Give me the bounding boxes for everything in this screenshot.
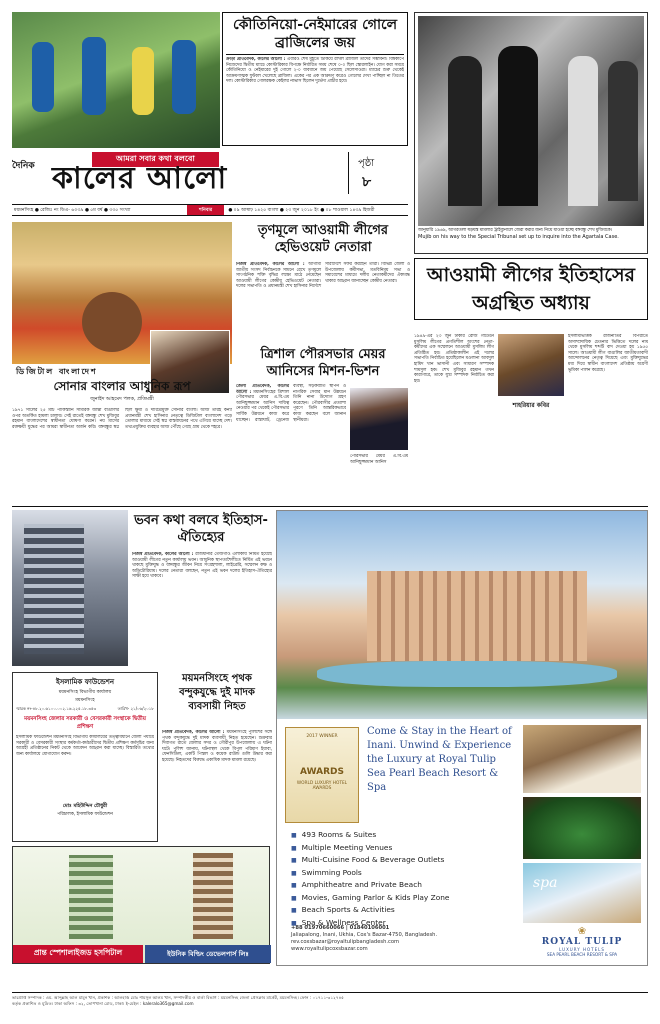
mayor-photo [350, 388, 408, 450]
resort-ad [276, 510, 648, 966]
bhaban-headline: ভবন কথা বলবে ইতিহাস-ঐতিহ্যের [134, 513, 268, 545]
trishal-byline: জেলা প্রতিবেদক, কালের আলো : [236, 384, 289, 395]
feature-item: ■ Multi-Cuisine Food & Beverage Outlets [291, 854, 521, 867]
resort-features [291, 829, 521, 929]
football-headline: কৌতিনিয়ো-নেইমারের গোলে ব্রাজিলের জয় [232, 17, 398, 51]
tulip-icon: ❀ [577, 926, 587, 937]
award-label: AWARDS [300, 767, 344, 777]
if-sub1: ময়মনসিংহ বিভাগীয় কার্যালয় [58, 690, 112, 695]
football-photo [12, 12, 220, 148]
resort-award [285, 727, 359, 823]
strip-day: শনিবার [187, 205, 224, 215]
grassroots-text: আগামী জাতীয় সংসদ নির্বাচনকে সামনে রেখে তৃণমূলে সাংগঠনিক শক্তি বৃদ্ধির লক্ষ্যে মাঠে নেমেছেন আওয়ামী লীগের কেন্দ্রীয় হেভিওয়েট নেতারা। দলের সভাপতি ও প্রধানমন্ত্রী শেখ হাসিনার নির্দেশে সারাদেশে সফর করছেন তারা। বিভিন্ন জেলা ও উপজেলায় কর্মীসভা, মতবিনিময় সভা ও সমাবেশের মাধ্যমে দলীয় নেতাকর্মীদের ঐক্যবদ্ধ থাকার আহ্বান জানাচ্ছেন কেন্দ্রীয় নেতারা। [236, 262, 410, 290]
drug-text: ময়মনসিংহে পুলিশের সঙ্গে পৃথক বন্দুকযুদ্ধে দুই মাদক ব্যবসায়ী নিহত হয়েছেন। শুক্রবার দিবাগত রাতে জেলার সদর ও গৌরীপুর উপজেলায় এ ঘটনা ঘটে। পুলিশ জানায়, ঘটনাস্থল থেকে বিপুল পরিমাণ ইয়াবা, ফেনসিডিল, একটি পিস্তল ও কয়েক রাউন্ড গুলি উদ্ধার করা হয়েছে। নিহতদের বিরুদ্ধে একাধিক মাদক মামলা রয়েছে। [162, 730, 272, 763]
rice-headline: সোনার বাংলার আধুনিক রূপ [53, 379, 191, 393]
feature-item: ■ Spa & Wellness Center [291, 917, 521, 930]
feature-item: ■ Movies, Gaming Parlor & Kids Play Zone [291, 892, 521, 905]
if-body: ইসলামিক ফাউন্ডেশন ময়মনসিংহ বিভাগীয় কার্যালয়ের তত্ত্বাবধানে জেলা পর্যায়ে সরকারী ও বেসরকারী সংস্থার কর্মকর্তা-কর্মচারীদের দ্বিতীয় প্রশিক্ষণ কর্মসূচির জন্য আগ্রহী প্রতিষ্ঠানের নিকট থেকে আবেদন আহ্বান করা যাচ্ছে। বিস্তারিত তথ্যের জন্য কার্যালয়ে যোগাযোগ করুন। [16, 735, 154, 757]
drug-headline: ময়মনসিংহে পৃথক বন্দুকযুদ্ধে দুই মাদক ব্যবসায়ী নিহত [179, 673, 255, 712]
awami-history-body-right: ইসলামভিত্তিক রাজনীতির বিপরীতে অসাম্প্রদায়িক চেতনার ভিত্তিতে দলের নাম থেকে মুসলিম শব্দটি বাদ দেওয়া হয় ১৯৫৫ সালে। আওয়ামী লীগ বাঙালির জাতীয়তাবাদী আন্দোলনের নেতৃত্ব দিয়েছে এবং মুক্তিযুদ্ধের মধ্য দিয়ে স্বাধীন বাংলাদেশ প্রতিষ্ঠায় অগ্রণী ভূমিকা পালন করেছে। [568, 334, 648, 373]
if-memo: স্মারক নং-৪৮.২০.৬১০০.০০২.১৬.২২৫.১৮.৩৫৩ [16, 706, 97, 711]
resort-pool-table-photo [523, 797, 641, 859]
logo-tag: SEA PEARL BEACH RESORT & SPA [546, 952, 618, 957]
resort-address: Jaliapalong, Inani, Ukhia, Cox's Bazar-4750, Bangladesh. [291, 932, 438, 938]
bhaban-byline: নিজস্ব প্রতিবেদক, কালের আলো : [132, 552, 194, 557]
football-body: এবারও শেষ মুহূর্তে টিকিয়ে রাখল ব্রাজিল তাদের সম্ভাবনা। বিশ্বকাপে নিজেদের দ্বিতীয় ম্যাচে কোস্টারিকার বিপক্ষে নির্ধারিত সময় শেষে ০-০ ছিল স্কোরলাইন। যোগ করা সময়ে কৌতিনিয়ো ও নেইমারের দুই গোলে ২-০ ব্যবধানে জয় পেয়েছে সেলেসাওরা। ম্যাচের শুরু থেকেই আক্রমণাত্মক ফুটবল খেলেছে ব্রাজিল। একের পর এক আক্রমণ করেও গোলের দেখা পাচ্ছিল না তিতের দল। কোস্টারিকার গোলরক্ষক কেইলর নাভাস ছিলেন দুর্ভেদ্য প্রাচীর হয়ে। [226, 57, 404, 85]
drug-body [162, 730, 272, 842]
history-caption-bn: জানুয়ারি ১৯৬৯, আগরতলা ষড়যন্ত্র মামলার ট্রাইব্যুনালে জেরা করার জন্য নিয়ে যাওয়া হচ্ছে বঙ্গবন্ধু শেখ মুজিবকে। [418, 228, 613, 233]
page-number: ৮ [362, 174, 372, 190]
footer-line1: ভারপ্রাপ্ত সম্পাদক : এম. আব্দুল্লাহ আল মামুন খান, প্রকাশক : আলহাজ্ব মোঃ শামসুল আলম খান, সম্পাদকীয় ও বার্তা বিভাগ : ময়মনসিংহ জেলা প্রেসক্লাব মার্কেট, ময়মনসিংহ। ফোন : ০১৭১১-৩১২৭৪৫ [12, 995, 345, 1000]
hospital-sub: ইউনিক বিল্ডিং ডেভেলপার্স লিঃ [145, 945, 271, 963]
hospital-building-right [193, 853, 233, 939]
hospital-building-left [69, 855, 113, 939]
resort-spa-photo [523, 863, 641, 923]
history-caption-en: Mujib on his way to the Special Tribunal set up to inquire into the Agartala Case. [418, 234, 619, 240]
grassroots-headline: তৃণমূলে আওয়ামী লীগের হেভিওয়েট নেতারা [257, 223, 389, 255]
author-photo [498, 334, 564, 396]
drug-byline: নিজস্ব প্রতিবেদক, কালের আলো : [162, 730, 225, 735]
masthead-strip [12, 204, 408, 216]
resort-hero-photo [277, 511, 647, 719]
feature-item: ■ 493 Rooms & Suites [291, 829, 521, 842]
award-top: 2017 WINNER [306, 734, 338, 739]
resort-web: www.royaltulipcoxsbazar.com [291, 946, 368, 952]
feature-item: ■ Amphitheatre and Private Beach [291, 879, 521, 892]
bhaban-body [132, 552, 272, 668]
trishal-text: ময়মনসিংহের ত্রিশাল পৌরসভার মেয়র এ.বি.এম আনিছুজ্জামান আনিস দায়িত্ব নেওয়ার পর থেকেই পৌরসভার সার্বিক উন্নয়নে কাজ করে যাচ্ছেন। রাস্তাঘাট, ড্রেনেজ ব্যবস্থা, সড়কবাতি স্থাপন ও নাগরিক সেবার মান উন্নয়নে তিনি নানা উদ্যোগ গ্রহণ করেছেন। পৌরবাসীর প্রত্যাশা পূরণে তিনি আন্তরিকভাবে কাজ করছেন বলে জানান স্থানীয়রা। [236, 384, 346, 423]
rice-banner: ডিজিটাল বাংলাদেশ [16, 367, 98, 376]
footer [12, 992, 648, 1014]
rice-author: জুনাইদ আহমেদ পলক, প্রতিমন্ত্রী [90, 396, 154, 402]
awami-history-body-left: ১৯৪৯-এর ২৩ জুন ঢাকার রোজ গার্ডেনে মুসলিম লীগের প্রগতিশীল অংশের নেতা-কর্মীদের এক সম্মেলনে আওয়ামী মুসলিম লীগ প্রতিষ্ঠিত হয়। প্রতিষ্ঠাকালীন এই দলের সভাপতি নির্বাচিত হয়েছিলেন মওলানা আবদুল হামিদ খান ভাসানী এবং সাধারণ সম্পাদক শামসুল হক। শেখ মুজিবুর রহমান তখন কারাগারে, তাকে যুগ্ম সম্পাদক নির্বাচিত করা হয়। [414, 334, 494, 384]
hospital-ad [12, 846, 270, 964]
if-title: ইসলামিক ফাউন্ডেশন [55, 678, 115, 686]
strip-right: ● ০৯ আষাঢ় ১৪২৫ বাংলা ● ২৩ জুন ২০১৮ ইং ● ০৮ শাওয়াল ১৪৩৯ হিজরী [228, 208, 375, 213]
awami-history-headline: আওয়ামী লীগের ইতিহাসের অগ্রন্থিত অধ্যায় [414, 258, 648, 320]
trishal-body [236, 384, 346, 502]
resort-headline: Come & Stay in the Heart of Inani. Unwind & Experience the Luxury at Royal Tulip Sea Pearl Beach Resort & Spa [367, 726, 512, 793]
masthead-tagline: আমরা সবার কথা বলবো [92, 152, 219, 167]
spa-text: spa [533, 875, 558, 891]
islamic-foundation-notice [12, 672, 158, 842]
resort-logo [523, 927, 641, 957]
page-label: পৃষ্ঠা [358, 158, 375, 169]
football-story [222, 12, 408, 146]
masthead [12, 150, 408, 200]
rice-body: ১৯৭১ সালের ২৫ মার্চ পাকিস্তানি সামরিক জান্তা বাঙালির ওপর অতর্কিত হামলা চালায়। সেই রাতেই বঙ্গবন্ধু শেখ মুজিবুর রহমান বাংলাদেশের স্বাধীনতা ঘোষণা করেন। নয় মাসের রক্তক্ষয়ী যুদ্ধের পর আমরা স্বাধীনতা অর্জন করি। বঙ্গবন্ধুর স্বপ্ন ছিল ক্ষুধা ও দারিদ্র্যমুক্ত সোনার বাংলা। আজ তারই কন্যা প্রধানমন্ত্রী শেখ হাসিনার নেতৃত্বে ডিজিটাল বাংলাদেশ গড়ে তোলার মাধ্যমে সেই স্বপ্ন বাস্তবায়নের পথে এগিয়ে যাচ্ছে দেশ। তথ্যপ্রযুক্তির ব্যবহার আজ পৌঁছে গেছে গ্রাম থেকে শহরে। [12, 408, 232, 430]
resort-room-photo [523, 725, 641, 793]
mayor-caption: পৌরসভার মেয়র এ.বি.এম আনিছুজ্জামান আনিস [350, 454, 408, 465]
bhaban-text: রাজধানীর তেজগাঁও এলাকায় নির্মিত হয়েছে আওয়ামী লীগের নতুন কার্যালয় ভবন। আধুনিক স্থাপত্যশৈলীতে নির্মিত এই ভবনে থাকছে মুক্তিযুদ্ধ ও বঙ্গবন্ধুর জীবন নিয়ে সংগ্রহশালা, লাইব্রেরি, সম্মেলন কক্ষ ও অডিটোরিয়াম। দলের নেতারা বলছেন, নতুন এই ভবন দলের ইতিহাস-ঐতিহ্যের সাক্ষী হয়ে থাকবে। [132, 552, 272, 580]
strip-left: ময়মনসিংহ ● রেজিঃ নং ডিএ- ৬০৩৯ ● ৫ম বর্ষ ● ৩৩৫ সংখ্যা [14, 208, 131, 213]
trishal-headline: ত্রিশাল পৌরসভার মেয়র আনিসের মিশন-ভিশন [260, 347, 386, 379]
history-photo [418, 16, 644, 226]
if-signer-title: পরিচালক, ইসলামিক ফাউন্ডেশন [57, 812, 113, 817]
masthead-kicker: দৈনিক [12, 161, 35, 171]
award-main: WORLD LUXURY HOTEL AWARDS [296, 781, 348, 791]
history-photo-frame [414, 12, 648, 254]
resort-email: rev.coxsbazar@royaltulipbangladesh.com [291, 939, 400, 945]
awami-history-author: শাহরিয়ার কবির [512, 402, 550, 409]
if-notice-title: ময়মনসিংহ জেলার সরকারী ও বেসরকারী সংস্থাকে দ্বিতীয় প্রশিক্ষণ [24, 716, 146, 730]
hospital-banner: প্রান্ত স্পেশালাইজড হসপিটাল [13, 945, 143, 963]
grassroots-byline: নিজস্ব প্রতিবেদক, কালের আলো : [236, 262, 305, 267]
feature-item: ■ Multiple Meeting Venues [291, 842, 521, 855]
footer-line2: কর্তৃক প্রকাশিত ও মুদ্রিত। ঢাকা অফিস : ৩২, তোপখানা রোড, ঢাকা। ই-মেইল : kaleralo365@gmail.com [12, 1001, 194, 1006]
if-signer: মোঃ মহিউদ্দিন চৌধুরী [62, 803, 108, 809]
if-date: তারিখ- ২১/০৬/২০১৮ [117, 706, 154, 711]
logo-sub: LUXURY HOTELS [559, 947, 605, 952]
feature-item: ■ Beach Sports & Activities [291, 904, 521, 917]
resort-phone: +88 01970660066 | 01840106001 [291, 925, 390, 931]
feature-item: ■ Swimming Pools [291, 867, 521, 880]
masthead-logo: কালের আলো [52, 161, 228, 196]
football-byline: ক্রীড়া প্রতিবেদক, কালের আলো : [226, 57, 286, 62]
if-sub2: ময়মনসিংহ [75, 698, 95, 703]
building-photo [12, 510, 128, 666]
resort-contact [291, 925, 521, 953]
grassroots-body [236, 262, 410, 342]
logo-main: ROYAL TULIP [541, 937, 623, 947]
